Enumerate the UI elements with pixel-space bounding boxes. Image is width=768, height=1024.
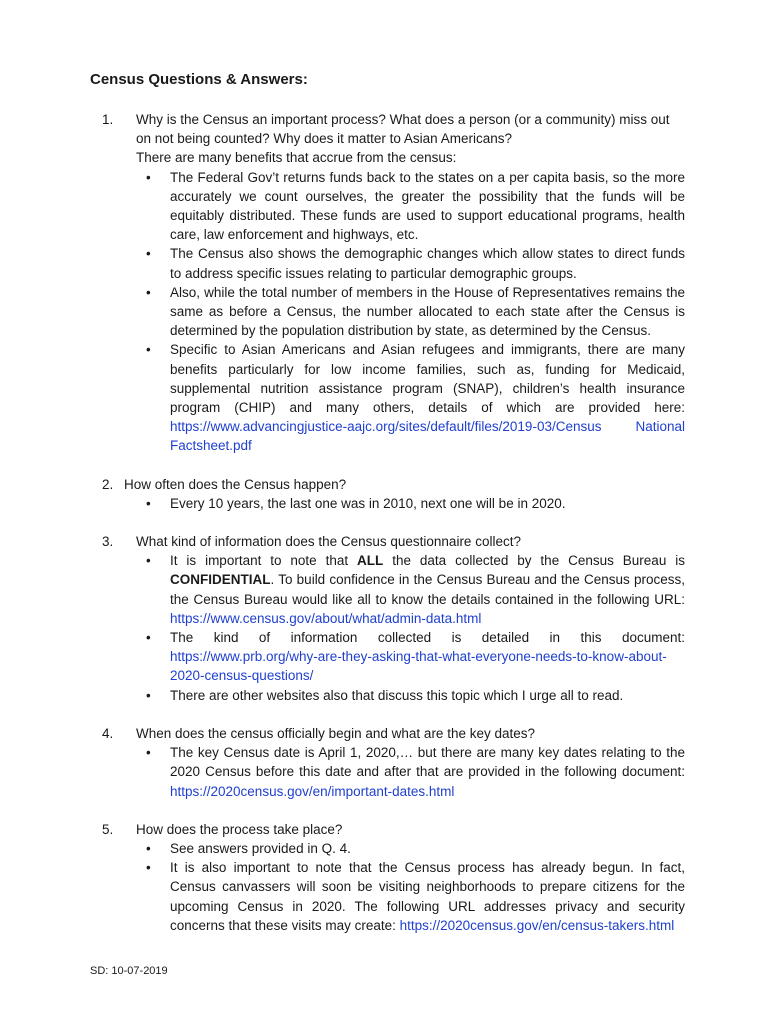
list-item-text: It is also important to note that the Census process has already begun. In fact, Census canvassers will soon be visiting neighborhoods to prepare citizens for the upcoming Census in 2020. The following URL addresses privacy and security concerns that these visits may create: bbox=[170, 860, 685, 933]
question-2 bbox=[90, 475, 685, 513]
page-footer: SD: 10-07-2019 bbox=[90, 965, 168, 977]
prb-link[interactable]: https://www.prb.org/why-are-they-asking-that-what-everyone-needs-to-know-about-2020-census-questions/ bbox=[170, 649, 667, 684]
answer-list bbox=[90, 494, 685, 513]
list-item-text: . To build confidence in the Census Bureau and the Census process, the Census Bureau would like all to know the details contained in the following URL: bbox=[170, 572, 685, 607]
emphasis-all: ALL bbox=[357, 553, 384, 569]
question-4 bbox=[90, 724, 685, 801]
answer-list bbox=[90, 839, 685, 935]
list-item-text: It is important to note that bbox=[170, 553, 349, 569]
list-item: • The Census also shows the demographic changes which allow states to direct funds to address specific issues relating to particular demographic groups. bbox=[170, 244, 685, 282]
list-item: • The Federal Gov’t returns funds back to the states on a per capita basis, so the more accurately we count ourselves, the greater the possibility that the funds will be equitably distributed. These funds are used to support educational programs, health care, law enforcement and highways, etc. bbox=[170, 168, 685, 245]
question-number: 5. bbox=[102, 821, 114, 837]
list-item bbox=[170, 858, 685, 935]
question-text: When does the census officially begin and what are the key dates? bbox=[136, 725, 536, 741]
question-number: 2. bbox=[102, 476, 114, 492]
question-number: 3. bbox=[102, 534, 114, 550]
list-item bbox=[170, 743, 685, 801]
admin-data-link[interactable]: https://www.census.gov/about/what/admin-data.html bbox=[170, 610, 482, 626]
list-item: • There are other websites also that discuss this topic which I urge all to read. bbox=[170, 686, 685, 705]
list-item-text: The key Census date is April 1, 2020,… but there are many key dates relating to the 2020 Census before this date and after that are provided in the following document: bbox=[170, 745, 685, 780]
list-item: • Also, while the total number of members in the House of Representatives remains the same as before a Census, the number allocated to each state after the Census is determined by the population distribution by state, as determined by the Census. bbox=[170, 283, 685, 341]
question-text: What kind of information does the Census questionnaire collect? bbox=[136, 534, 521, 550]
question-number: 4. bbox=[102, 725, 114, 741]
answer-list bbox=[90, 551, 685, 705]
factsheet-link[interactable]: https://www.advancingjustice-aajc.org/sites/default/files/2019-03/Census National Factsheet.pdf bbox=[170, 419, 685, 454]
question-1 bbox=[90, 110, 685, 456]
answer-intro: There are many benefits that accrue from the census: bbox=[136, 150, 457, 166]
answer-list bbox=[90, 743, 685, 801]
answer-list bbox=[90, 168, 685, 456]
list-item: • See answers provided in Q. 4. bbox=[170, 839, 685, 858]
question-text: How often does the Census happen? bbox=[124, 476, 347, 492]
list-item bbox=[170, 628, 685, 686]
emphasis-confidential: CONFIDENTIAL bbox=[170, 572, 271, 588]
page-title: Census Questions & Answers: bbox=[90, 71, 308, 88]
census-takers-link[interactable]: https://2020census.gov/en/census-takers.html bbox=[399, 917, 675, 933]
list-item bbox=[170, 340, 685, 455]
document-page bbox=[90, 70, 685, 954]
question-text: Why is the Census an important process? What does a person (or a community) miss out on not being counted? Why does it matter to Asian Americans? bbox=[136, 112, 670, 147]
list-item-text: The kind of information collected is detailed in this document: bbox=[170, 630, 685, 646]
question-5 bbox=[90, 820, 685, 935]
list-item-text: the data collected by the Census Bureau is bbox=[392, 553, 685, 569]
list-item bbox=[170, 551, 685, 628]
list-item: • Every 10 years, the last one was in 2010, next one will be in 2020. bbox=[170, 494, 685, 513]
important-dates-link[interactable]: https://2020census.gov/en/important-dates.html bbox=[170, 783, 455, 799]
question-number: 1. bbox=[102, 112, 114, 127]
question-text: How does the process take place? bbox=[136, 821, 343, 837]
list-item-text: Specific to Asian Americans and Asian refugees and immigrants, there are many benefits particularly for low income families, such as, funding for Medicaid, supplemental nutrition assistance program (SNAP), children’s health insurance program (CHIP) and many others, details of which are provided here: bbox=[170, 342, 685, 416]
question-3 bbox=[90, 532, 685, 705]
